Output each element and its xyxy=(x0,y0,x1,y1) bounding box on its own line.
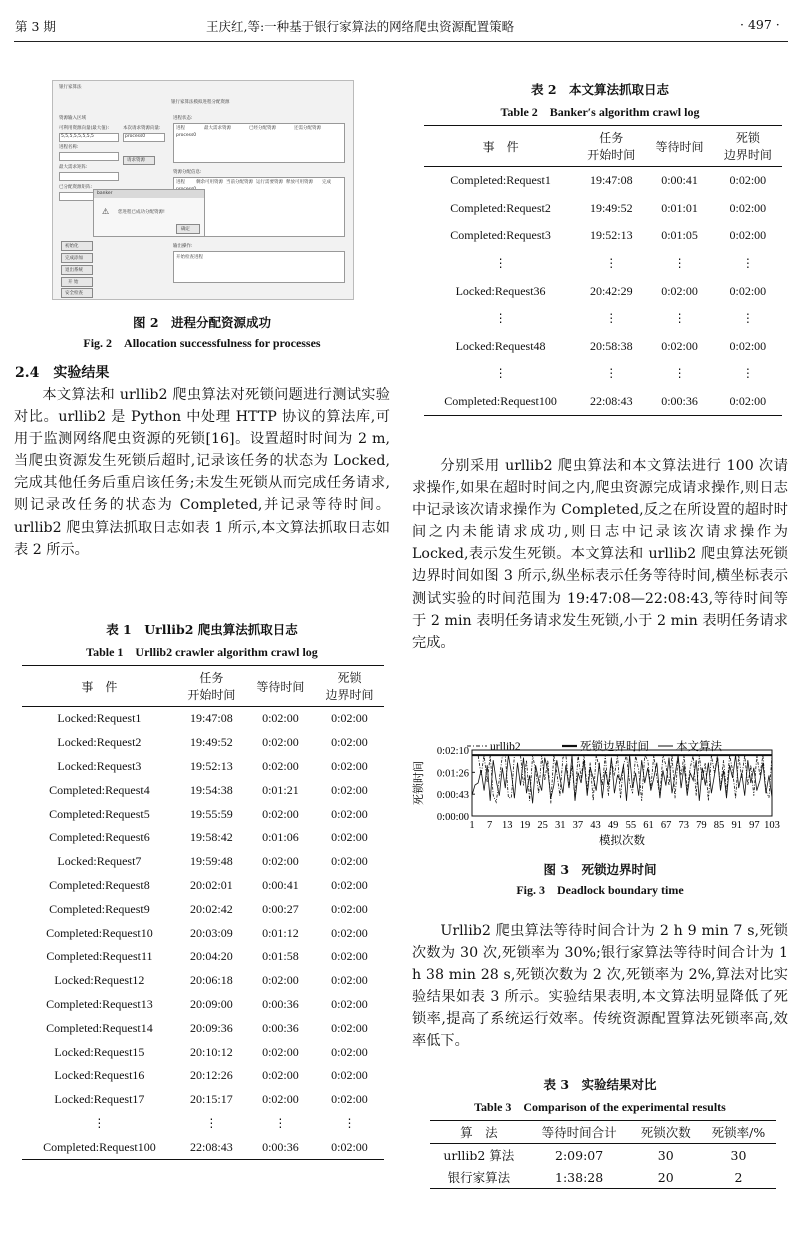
section-heading xyxy=(15,362,109,382)
t3-header-count: 死锁次数 xyxy=(631,1121,701,1144)
wait-time-cell: 0:01:05 xyxy=(661,228,698,243)
event-cell: Locked:Request17 xyxy=(54,1092,145,1107)
deadlock-count-cell: 20 xyxy=(631,1166,701,1189)
event-cell: Completed:Request14 xyxy=(46,1020,153,1035)
x-tick-label: 91 xyxy=(731,820,742,831)
t3-header-wait: 等待时间合计 xyxy=(528,1121,631,1144)
table-row xyxy=(22,1016,384,1040)
table-row xyxy=(424,360,782,388)
deadlock-rate-cell: 2 xyxy=(701,1166,776,1189)
table2-caption-zh: 表 2 本文算法抓取日志 xyxy=(530,82,670,97)
event-cell: Locked:Request36 xyxy=(455,283,546,298)
wait-time-cell: 0:00:36 xyxy=(246,1135,315,1159)
x-tick-label: 49 xyxy=(607,820,619,831)
t2-header-bound-top: 死锁 xyxy=(714,126,782,147)
init-button-label: 初始化 xyxy=(65,244,79,249)
t1-body xyxy=(22,707,384,1160)
algorithm-cell: urllib2 算法 xyxy=(443,1148,515,1163)
label-input-area: 资源输入区域 xyxy=(59,116,86,121)
start-time-cell: 20:02:01 xyxy=(190,877,233,892)
x-tick-label: 79 xyxy=(696,820,707,831)
event-cell: Locked:Request15 xyxy=(54,1044,145,1059)
figure2-screenshot xyxy=(52,80,354,300)
table-row xyxy=(22,1040,384,1064)
x-tick-label: 67 xyxy=(660,820,672,831)
label-process-state: 进程状态: xyxy=(173,116,193,121)
wait-time-cell: 0:02:00 xyxy=(262,711,299,726)
event-cell: Locked:Request3 xyxy=(57,758,142,773)
start-time-cell: 19:49:52 xyxy=(190,735,233,750)
event-cell: Completed:Request100 xyxy=(424,388,577,416)
event-cell: Locked:Request16 xyxy=(54,1068,145,1083)
start-time-cell: 19:49:52 xyxy=(589,200,633,215)
init-button[interactable] xyxy=(61,241,93,251)
left-paragraph: 本文算法和 urllib2 爬虫算法对死锁问题进行测试实验对比。urllib2 是 Python 中处理 HTTP 协议的算法库,可用于监测网络爬虫资源的死锁[16]。设置超时时间为 2 m,当爬虫资源发生死锁后超时,记录该任务的状态为 Locked,完成其他任务后重启该任务;未发生死锁从而完成任务请求,则记录改任务的状态为 Completed,并记录等待时间。urllib2 爬虫算法抓取日志如表 1 所示,本文算法抓取日志如表 2 所示。 xyxy=(14,387,390,558)
table-row xyxy=(22,802,384,826)
start-time-cell: ⋮ xyxy=(605,366,618,381)
label-allocation-info: 资源分配信息: xyxy=(173,170,202,175)
boundary-time-cell: 0:02:00 xyxy=(331,925,368,940)
event-cell: Completed:Request9 xyxy=(49,901,150,916)
output-area xyxy=(173,251,345,283)
legend-urllib2-label: urllib2 xyxy=(490,741,521,753)
table-row xyxy=(22,945,384,969)
boundary-time-cell: 0:02:00 xyxy=(331,996,368,1011)
wait-time-cell: 0:02:00 xyxy=(262,973,299,988)
wait-time-cell: 0:01:06 xyxy=(262,830,299,845)
boundary-time-cell: ⋮ xyxy=(741,366,754,381)
wait-time-cell: 0:01:12 xyxy=(262,925,299,940)
x-tick-label: 85 xyxy=(713,820,725,831)
boundary-time-cell: 0:02:00 xyxy=(331,1068,368,1083)
wait-time-cell: 0:02:00 xyxy=(262,1044,299,1059)
x-tick-label: 43 xyxy=(590,820,601,831)
window-heading: 银行家算法模拟进程分配资源 xyxy=(171,100,230,105)
y-tick-label: 0:02:10 xyxy=(436,746,469,757)
table-row xyxy=(424,388,782,416)
boundary-time-cell: 0:02:00 xyxy=(729,200,767,215)
t1-header-bound-top: 死锁 xyxy=(315,666,384,687)
table-row xyxy=(22,993,384,1017)
event-cell: Locked:Request1 xyxy=(57,711,142,726)
wait-time-cell: 0:02:00 xyxy=(262,1092,299,1107)
event-cell: Completed:Request4 xyxy=(49,782,150,797)
x-axis-label: 模拟次数 xyxy=(599,833,645,847)
start-time-cell: 20:15:17 xyxy=(190,1092,233,1107)
boundary-time-cell: 0:02:00 xyxy=(331,830,368,845)
t2-header-start-bottom: 开始时间 xyxy=(577,146,645,167)
x-tick-label: 7 xyxy=(487,820,493,831)
exit-button-label: 退出系统 xyxy=(65,268,83,273)
x-tick-label: 37 xyxy=(572,820,584,831)
label-output: 输出操作: xyxy=(173,244,193,249)
start-button[interactable] xyxy=(61,277,93,287)
wait-time-cell: 0:00:36 xyxy=(262,996,299,1011)
boundary-time-cell: ⋮ xyxy=(343,1115,356,1130)
state-row-process: process0 xyxy=(176,133,197,138)
start-time-cell: 20:12:26 xyxy=(190,1068,233,1083)
wait-time-cell: 0:02:00 xyxy=(262,806,299,821)
y-axis-label: 死锁时间 xyxy=(412,761,425,805)
start-time-cell: 19:52:13 xyxy=(589,228,633,243)
x-tick-label: 13 xyxy=(502,820,513,831)
x-tick-label: 55 xyxy=(625,820,637,831)
add-done-button-label: 完成添加 xyxy=(65,256,83,261)
y-tick-label: 0:01:26 xyxy=(436,768,469,780)
add-done-button[interactable] xyxy=(61,253,93,263)
figure3-caption-en: Fig. 3 Deadlock boundary time xyxy=(516,883,684,897)
state-col-process: 进程 xyxy=(176,126,185,131)
label-request: 本次请求资源向量: xyxy=(123,126,161,131)
process-name-field xyxy=(59,152,119,161)
event-cell: Completed:Request11 xyxy=(46,949,153,964)
wait-time-cell: ⋮ xyxy=(274,1115,287,1130)
boundary-time-cell: ⋮ xyxy=(741,256,754,271)
y-tick-label: 0:00:00 xyxy=(436,812,469,823)
start-button-label: 开 始 xyxy=(68,280,79,285)
start-time-cell: 19:47:08 xyxy=(190,711,233,726)
alloc-col-running: 运行需要资源 xyxy=(256,180,283,185)
table-row xyxy=(22,707,384,731)
table-row xyxy=(22,826,384,850)
wait-time-cell: 0:02:00 xyxy=(661,283,698,298)
boundary-time-cell: 0:02:00 xyxy=(331,973,368,988)
table-row xyxy=(424,167,782,195)
boundary-time-cell: 0:02:00 xyxy=(331,735,368,750)
wait-time-cell: 0:02:00 xyxy=(262,735,299,750)
event-cell: Locked:Request48 xyxy=(455,338,546,353)
x-tick-label: 97 xyxy=(749,820,760,831)
x-tick-label: 103 xyxy=(764,820,780,831)
table1-caption-zh: 表 1 Urllib2 爬虫算法抓取日志 xyxy=(106,622,298,637)
event-cell: ⋮ xyxy=(93,1115,106,1130)
left-body-text xyxy=(14,384,390,561)
event-cell: ⋮ xyxy=(494,366,507,381)
boundary-time-cell: 0:02:00 xyxy=(729,173,767,188)
table2-caption-en: Table 2 Banker′s algorithm crawl log xyxy=(500,105,700,119)
table-row xyxy=(424,222,782,250)
wait-time-cell: 0:02:00 xyxy=(262,758,299,773)
figure2-caption-zh: 图 2 进程分配资源成功 xyxy=(132,315,272,330)
exit-button[interactable] xyxy=(61,265,93,275)
table-row xyxy=(22,1088,384,1112)
available-field xyxy=(59,133,119,142)
start-time-cell: 20:10:12 xyxy=(190,1044,233,1059)
right-body-text-2 xyxy=(412,920,788,1053)
chart-series xyxy=(472,755,772,803)
request-field-value: process0 xyxy=(125,134,146,139)
label-max-need: 最大需求矩阵: xyxy=(59,165,88,170)
total-wait-cell: 1:38:28 xyxy=(528,1166,631,1189)
t1-header-wait: 等待时间 xyxy=(246,666,315,707)
wait-time-cell: ⋮ xyxy=(673,256,686,271)
figure2-caption-en: Fig. 2 Allocation successfulness for processes xyxy=(83,336,321,350)
t2-header-wait: 等待时间 xyxy=(645,126,713,167)
x-tick-label: 61 xyxy=(643,820,654,831)
wait-time-cell: 0:00:27 xyxy=(262,901,299,916)
table1 xyxy=(22,665,384,1160)
table1-caption-en: Table 1 Urllib2 crawler algorithm crawl log xyxy=(86,645,318,659)
start-time-cell: 20:06:18 xyxy=(190,973,233,988)
wait-time-cell: 0:02:00 xyxy=(661,338,698,353)
deadlock-rate-cell: 30 xyxy=(730,1147,747,1163)
t1-header-event: 事 件 xyxy=(22,666,177,707)
deadlock-count-cell: 30 xyxy=(657,1147,674,1163)
t1-header-start-bottom: 开始时间 xyxy=(177,686,246,707)
x-tick-label: 19 xyxy=(519,820,531,831)
boundary-time-cell: 0:02:00 xyxy=(331,877,368,892)
x-tick-label: 25 xyxy=(537,820,548,831)
boundary-time-cell: ⋮ xyxy=(741,311,754,326)
wait-time-cell: 0:02:00 xyxy=(262,854,299,869)
wait-time-cell: ⋮ xyxy=(673,311,686,326)
dialog-title: banker xyxy=(97,191,113,196)
t2-header-event: 事 件 xyxy=(424,126,577,167)
alloc-col-remaining: 剩余可用资源 xyxy=(196,180,223,185)
boundary-time-cell: 0:02:00 xyxy=(331,782,368,797)
wait-time-cell: 0:02:00 xyxy=(262,1068,299,1083)
table-row xyxy=(22,755,384,779)
table2 xyxy=(424,125,782,416)
wait-time-cell: 0:00:36 xyxy=(645,388,713,416)
start-time-cell: 19:54:38 xyxy=(190,782,233,797)
table-row xyxy=(424,195,782,223)
start-time-cell: 19:58:42 xyxy=(190,830,233,845)
boundary-time-cell: 0:02:00 xyxy=(331,949,368,964)
event-cell: Completed:Request8 xyxy=(49,877,150,892)
request-button[interactable] xyxy=(123,156,155,165)
label-allocated: 已分配资源矩阵: xyxy=(59,185,93,190)
start-time-cell: 20:09:00 xyxy=(190,996,233,1011)
safety-check-button-label: 安全检查 xyxy=(65,291,83,296)
legend-ours-label: 本文算法 xyxy=(676,739,722,753)
available-field-value: 5,5,5,5,5,5,5,5 xyxy=(61,134,94,139)
success-dialog xyxy=(93,189,205,237)
t1-header-bound-bottom: 边界时间 xyxy=(315,686,384,707)
start-time-cell: 19:47:08 xyxy=(589,173,633,188)
table-row xyxy=(22,778,384,802)
x-tick-label: 73 xyxy=(678,820,690,831)
t2-header-start-top: 任务 xyxy=(577,126,645,147)
boundary-time-cell: 0:02:00 xyxy=(331,806,368,821)
start-time-cell: 20:09:36 xyxy=(190,1020,233,1035)
right-body-text-1 xyxy=(412,455,788,654)
event-cell: Locked:Request2 xyxy=(57,735,142,750)
figure3-caption-zh: 图 3 死锁边界时间 xyxy=(543,862,657,877)
state-col-max: 最大需求资源 xyxy=(204,126,231,131)
start-time-cell: 20:04:20 xyxy=(190,949,233,964)
plot-area xyxy=(472,750,772,816)
table-row xyxy=(424,277,782,305)
boundary-time-cell: 0:02:00 xyxy=(331,1020,368,1035)
state-col-need: 还需分配资源 xyxy=(294,126,321,131)
boundary-time-cell: 0:02:00 xyxy=(331,758,368,773)
table-row xyxy=(22,1064,384,1088)
event-cell: Locked:Request7 xyxy=(57,854,142,869)
t3-header-rate: 死锁率/% xyxy=(701,1121,776,1144)
t2-body xyxy=(424,167,782,416)
right-paragraph-2: Urllib2 爬虫算法等待时间合计为 2 h 9 min 7 s,死锁次数为 30 次,死锁率为 30%;银行家算法等待时间合计为 1 h 38 min 28 s,死锁次数为 2 次,死锁率为 2%,算法对比实验结果如表 3 所示。实验结果表明,本文算法明显降低了死锁率,提高了系统运行效率。传统资源配置算法死锁率高,效率低下。 xyxy=(412,923,788,1050)
section-number: 2.4 xyxy=(15,365,40,381)
boundary-time-cell: 0:02:00 xyxy=(714,388,782,416)
dialog-ok-button[interactable] xyxy=(176,224,200,234)
state-col-allocated: 已经分配资源 xyxy=(249,126,276,131)
table-row xyxy=(22,969,384,993)
alloc-col-release: 释放可用资源 xyxy=(286,180,313,185)
wait-time-cell: 0:00:41 xyxy=(262,877,299,892)
event-cell: Completed:Request5 xyxy=(49,806,150,821)
start-time-cell: 20:58:38 xyxy=(589,338,633,353)
wait-time-cell: 0:00:36 xyxy=(262,1020,299,1035)
right-paragraph-1: 分别采用 urllib2 爬虫算法和本文算法进行 100 次请求操作,如果在超时时间之内,爬虫资源完成请求操作,则日志中记录该次请求操作为 Completed,反之在所设置的超时时间之内未能请求成功,则日志中记录该次请求操作为 Locked,表示发生死锁。本文算法和 urllib2 爬虫算法死锁边界时间如图 3 所示,纵坐标表示任务等待时间,横坐标表示测试实验的时间范围为 19:47:08—22:08:43,等待时间等于 2 min 表明任务请求发生死锁,小于 2 min 表明任务请求完成。 xyxy=(412,458,788,651)
section-title: 实验结果 xyxy=(53,365,110,381)
table-row xyxy=(430,1144,776,1167)
y-ticks xyxy=(437,746,475,823)
t1-header-start-top: 任务 xyxy=(177,666,246,687)
event-cell: Completed:Request2 xyxy=(450,200,551,215)
event-cell: ⋮ xyxy=(494,311,507,326)
table-row xyxy=(424,333,782,361)
max-need-field xyxy=(59,172,119,181)
wait-time-cell: 0:00:41 xyxy=(661,173,698,188)
dialog-message: 您进程已成功分配资源! xyxy=(118,210,165,215)
warning-icon: ⚠ xyxy=(102,207,110,216)
table-row xyxy=(22,1112,384,1136)
table-row xyxy=(22,850,384,874)
running-title: 王庆红,等:一种基于银行家算法的网络爬虫资源配置策略 xyxy=(206,19,515,34)
event-cell: Locked:Request12 xyxy=(54,973,145,988)
start-time-cell: 22:08:43 xyxy=(577,388,645,416)
start-time-cell: 20:42:29 xyxy=(589,283,633,298)
x-tick-label: 31 xyxy=(554,820,566,831)
table-row xyxy=(22,897,384,921)
total-wait-cell: 2:09:07 xyxy=(555,1147,604,1163)
table-row xyxy=(22,874,384,898)
table-row xyxy=(22,731,384,755)
boundary-time-cell: 0:02:00 xyxy=(729,228,767,243)
start-time-cell: 22:08:43 xyxy=(177,1135,246,1159)
output-text: 开始检查进程 xyxy=(176,255,203,260)
wait-time-cell: 0:01:58 xyxy=(262,949,299,964)
dialog-ok-label: 确定 xyxy=(181,227,190,232)
alloc-col-process: 进程 xyxy=(176,180,185,185)
wait-time-cell: 0:01:01 xyxy=(661,200,698,215)
legend-boundary-label: 死锁边界时间 xyxy=(580,739,649,753)
event-cell: ⋮ xyxy=(494,256,507,271)
boundary-time-cell: 0:02:00 xyxy=(331,1044,368,1059)
process-state-table xyxy=(173,123,345,163)
request-button-label: 请求资源 xyxy=(127,158,145,163)
start-time-cell: 20:02:42 xyxy=(190,901,233,916)
safety-check-button[interactable] xyxy=(61,288,93,298)
table-row xyxy=(22,1135,384,1159)
y-tick-label: 0:00:43 xyxy=(436,790,469,802)
boundary-time-cell: 0:02:00 xyxy=(331,901,368,916)
event-cell: Completed:Request100 xyxy=(22,1135,177,1159)
start-time-cell: 19:59:48 xyxy=(190,854,233,869)
header-rule xyxy=(14,41,788,42)
boundary-time-cell: 0:02:00 xyxy=(331,854,368,869)
event-cell: Completed:Request1 xyxy=(450,173,551,188)
event-cell: Completed:Request10 xyxy=(46,925,153,940)
boundary-time-cell: 0:02:00 xyxy=(729,283,767,298)
boundary-time-cell: 0:02:00 xyxy=(331,1092,368,1107)
event-cell: Completed:Request3 xyxy=(450,228,551,243)
window-title: 银行家算法 xyxy=(59,85,82,90)
table-row xyxy=(430,1166,776,1189)
alloc-col-current: 当前分配资源 xyxy=(226,180,253,185)
start-time-cell: ⋮ xyxy=(205,1115,218,1130)
algorithm-cell: 银行家算法 xyxy=(430,1166,528,1189)
table3 xyxy=(430,1120,776,1189)
start-time-cell: 20:03:09 xyxy=(190,925,233,940)
label-process-name: 进程名称: xyxy=(59,145,79,150)
start-time-cell: 19:52:13 xyxy=(190,758,233,773)
boundary-time-cell: 0:02:00 xyxy=(315,1135,384,1159)
table-row xyxy=(22,921,384,945)
table-row xyxy=(424,250,782,278)
alloc-col-done: 完成 xyxy=(322,180,331,185)
boundary-time-cell: 0:02:00 xyxy=(331,711,368,726)
figure3-chart xyxy=(412,738,788,848)
table3-caption-zh: 表 3 实验结果对比 xyxy=(543,1077,657,1092)
label-available: 可利用资源向量(最大值): xyxy=(59,126,110,131)
boundary-time-cell: 0:02:00 xyxy=(729,338,767,353)
t3-header-algo: 算 法 xyxy=(430,1121,528,1144)
chart-legend xyxy=(467,739,722,753)
start-time-cell: ⋮ xyxy=(605,311,618,326)
t2-header-bound-bottom: 边界时间 xyxy=(714,146,782,167)
table-row xyxy=(424,305,782,333)
start-time-cell: 19:55:59 xyxy=(190,806,233,821)
x-tick-label: 1 xyxy=(469,820,475,831)
event-cell: Completed:Request6 xyxy=(49,830,150,845)
table3-caption-en: Table 3 Comparison of the experimental results xyxy=(474,1100,726,1114)
event-cell: Completed:Request13 xyxy=(46,996,153,1011)
x-ticks xyxy=(469,820,780,831)
t3-body xyxy=(430,1144,776,1189)
wait-time-cell: 0:01:21 xyxy=(262,782,299,797)
page-number: · 497 · xyxy=(740,17,780,32)
wait-time-cell: ⋮ xyxy=(673,366,686,381)
issue-number: 第 3 期 xyxy=(15,19,56,34)
start-time-cell: ⋮ xyxy=(605,256,618,271)
request-field xyxy=(123,133,165,142)
